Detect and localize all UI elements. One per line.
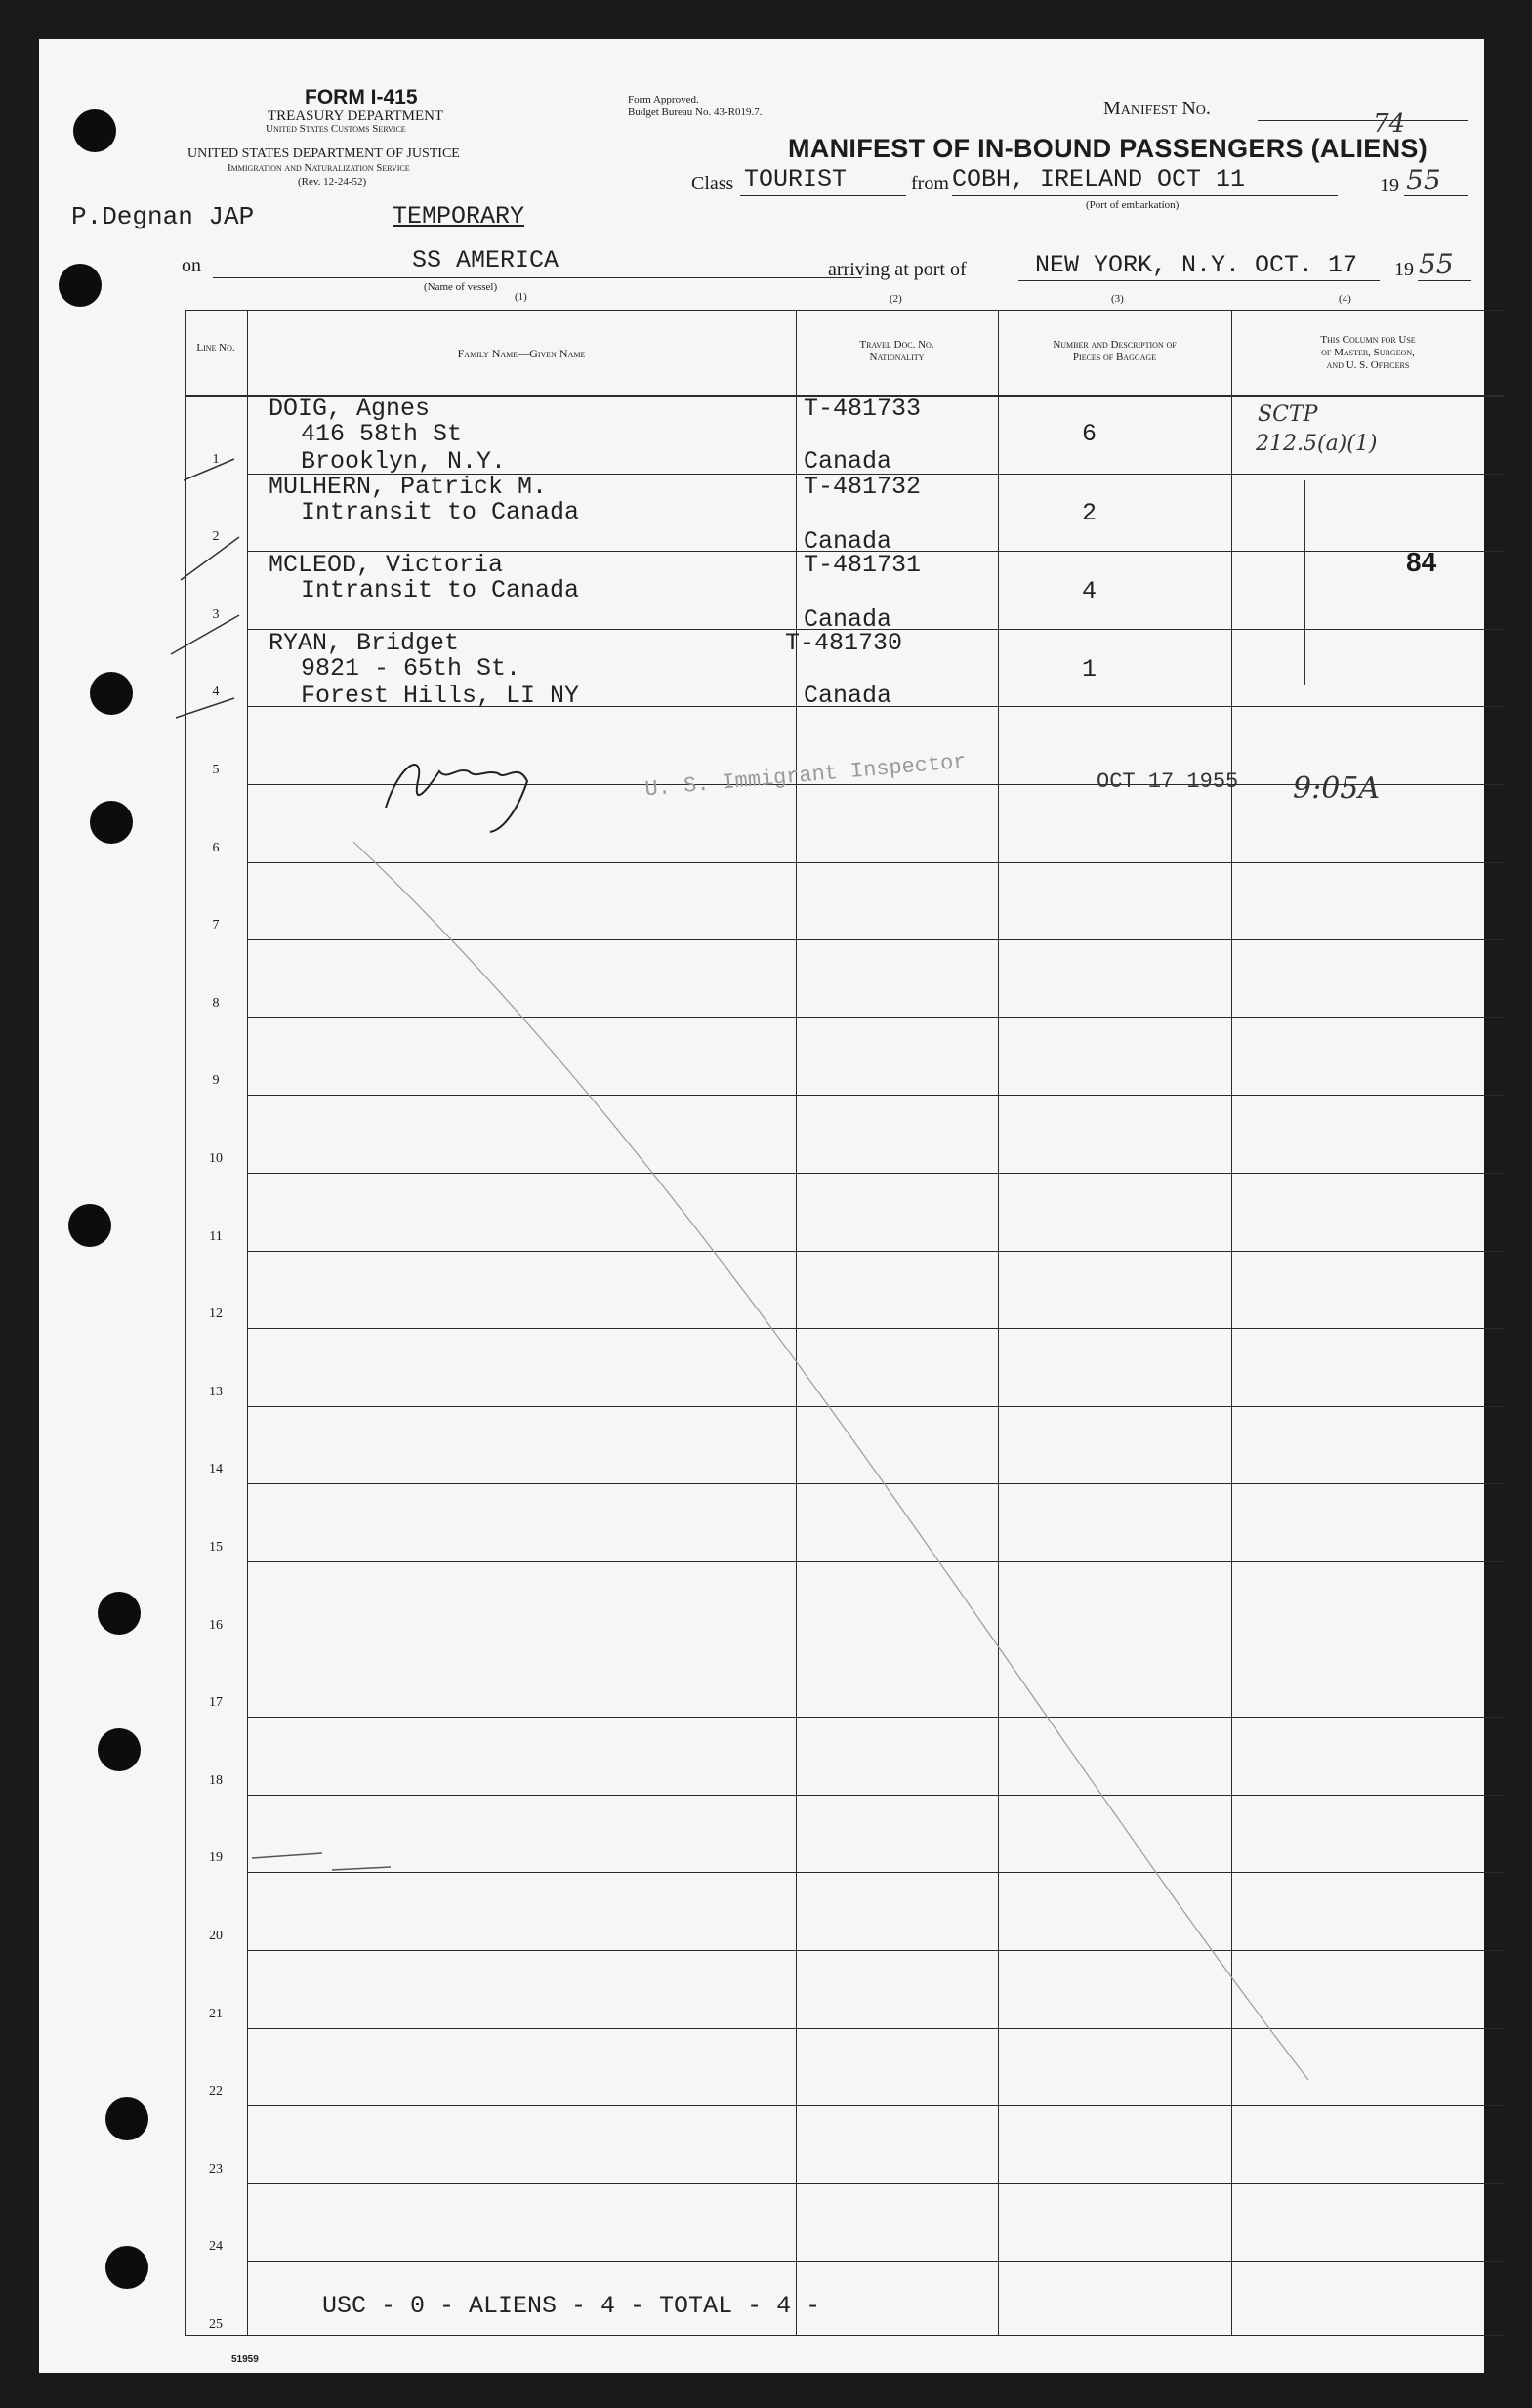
port-caption: (Port of embarkation): [1086, 199, 1180, 211]
passenger-address: 9821 - 65th St.: [301, 654, 521, 683]
line-number: 25: [209, 2317, 223, 2332]
travel-column-rule: [998, 310, 999, 2336]
agency-justice: UNITED STATES DEPARTMENT OF JUSTICE: [187, 146, 460, 161]
travel-doc-number: T-481731: [804, 551, 922, 579]
line-number: 7: [212, 918, 220, 934]
row-rule: [247, 1328, 1504, 1329]
row-rule: [247, 939, 1504, 940]
row-rule: [247, 1251, 1504, 1252]
binder-hole: [105, 2246, 148, 2289]
baggage-count: 2: [1082, 499, 1097, 527]
line-number: 17: [209, 1695, 223, 1711]
line-number: 4: [212, 685, 220, 700]
baggage-header-1: Number and Description of: [1053, 339, 1177, 351]
row-rule: [247, 1483, 1504, 1484]
line-number: 5: [212, 763, 220, 777]
form-revision: (Rev. 12-24-52): [298, 176, 367, 187]
binder-hole: [105, 2097, 148, 2140]
line-number: 16: [209, 1617, 223, 1633]
line-number: 18: [209, 1772, 223, 1788]
agency-ins: Immigration and Naturalization Service: [228, 162, 410, 174]
approval-line-2: Budget Bureau No. 43-R019.7.: [628, 106, 763, 118]
handwriting-overlay: [39, 39, 1484, 2373]
officer-stamp: P.Degnan JAP: [71, 202, 255, 231]
officers-header-3: and U. S. Officers: [1326, 359, 1410, 371]
stray-pen-line: [353, 842, 1308, 2080]
manifest-page: [39, 39, 1484, 2373]
inspector-stamp: U. S. Immigrant Inspector: [643, 749, 968, 803]
baggage-count: 4: [1082, 577, 1097, 605]
binder-hole: [68, 1204, 111, 1247]
passenger-address: Forest Hills, LI NY: [301, 682, 580, 710]
table-bottom-rule: [185, 2335, 1504, 2336]
approval-line-1: Form Approved.: [628, 94, 699, 105]
column-number-1: (1): [515, 291, 527, 303]
passenger-address: Brooklyn, N.Y.: [301, 447, 507, 476]
travel-doc-number: T-481730: [785, 629, 903, 657]
binder-hole: [90, 672, 133, 715]
binder-hole: [59, 264, 102, 307]
vessel-rule: [213, 277, 862, 278]
passenger-name: RYAN, Bridget: [269, 629, 460, 657]
vessel-caption: (Name of vessel): [424, 281, 498, 293]
nationality: Canada: [804, 447, 892, 476]
line-number: 1: [212, 451, 220, 467]
binder-hole: [98, 1592, 141, 1635]
agency-treasury: TREASURY DEPARTMENT: [268, 108, 444, 124]
row-rule: [247, 1017, 1504, 1018]
officer-section: 212.5(a)(1): [1256, 432, 1378, 456]
temporary-stamp: TEMPORARY: [393, 202, 525, 230]
column-number-2: (2): [890, 293, 902, 305]
row-rule: [247, 1872, 1504, 1873]
travel-doc-number: T-481732: [804, 473, 922, 501]
year-rule-2: [1418, 280, 1471, 281]
manifest-number-label: Manifest No.: [1103, 98, 1211, 119]
row-rule: [247, 1717, 1504, 1718]
baggage-header-2: Pieces of Baggage: [1072, 352, 1157, 363]
line-number: 20: [209, 1929, 223, 1943]
from-rule: [952, 195, 1338, 196]
from-value: COBH, IRELAND OCT 11: [952, 165, 1246, 193]
travel-doc-number: T-481733: [804, 394, 922, 423]
column-number-4: (4): [1339, 293, 1351, 305]
line-number: 12: [209, 1307, 223, 1322]
line-number: 13: [209, 1384, 223, 1399]
line-number: 11: [209, 1228, 223, 1244]
officer-code: SCTP: [1258, 402, 1318, 427]
vessel-name: SS AMERICA: [412, 246, 559, 274]
table-top-rule: [185, 310, 1504, 311]
line-number: 6: [212, 840, 220, 855]
nationality: Canada: [804, 682, 892, 710]
line-column-rule: [247, 310, 248, 2336]
time-stamp: 9:05A: [1293, 771, 1381, 806]
baggage-count: 6: [1082, 420, 1097, 448]
baggage-count: 1: [1082, 655, 1097, 684]
line-number: 24: [209, 2239, 223, 2255]
row-rule: [247, 1406, 1504, 1407]
line-number: 14: [209, 1462, 223, 1477]
binder-hole: [98, 1728, 141, 1771]
row-rule: [247, 2028, 1504, 2029]
nationality: Canada: [804, 527, 892, 556]
arriving-value: NEW YORK, N.Y. OCT. 17: [1035, 251, 1358, 279]
binder-hole: [90, 801, 133, 844]
from-label: from: [911, 173, 949, 194]
row-rule: [247, 2105, 1504, 2106]
page-title: MANIFEST OF IN-BOUND PASSENGERS (ALIENS): [788, 134, 1428, 163]
name-header: Family Name—Given Name: [457, 347, 586, 360]
line-number-header: [186, 342, 246, 353]
line-number: 3: [212, 606, 220, 622]
date-stamp: OCT 17 1955: [1097, 769, 1239, 794]
name-column-rule: [796, 310, 797, 2336]
passenger-address: Intransit to Canada: [301, 498, 580, 526]
row-rule: [247, 862, 1504, 863]
line-number: 23: [209, 2161, 223, 2177]
officer-bracket-line: [1304, 480, 1305, 685]
officers-header-2: of Master, Surgeon,: [1321, 347, 1415, 358]
line-number: 21: [209, 2006, 223, 2021]
binder-hole: [73, 109, 116, 152]
row-rule: [247, 1950, 1504, 1951]
on-label: on: [182, 255, 201, 276]
officers-header-1: This Column for Use: [1320, 334, 1416, 346]
arriving-rule: [1018, 280, 1380, 281]
baggage-column-rule: [1231, 310, 1232, 2336]
nationality: Canada: [804, 605, 892, 634]
line-number: 10: [209, 1151, 223, 1166]
passenger-name: MULHERN, Patrick M.: [269, 473, 548, 501]
passenger-address: Intransit to Canada: [301, 576, 580, 604]
year-prefix-1: 19: [1380, 175, 1399, 196]
signature: [386, 765, 527, 832]
manifest-number: 74: [1373, 109, 1406, 139]
class-label: Class: [691, 173, 734, 194]
line-number: 8: [212, 995, 220, 1011]
passenger-address: 416 58th St: [301, 420, 463, 448]
year-prefix-2: 19: [1394, 259, 1414, 280]
year-value-1: 55: [1406, 164, 1441, 196]
class-rule: [740, 195, 906, 196]
passenger-name: DOIG, Agnes: [269, 394, 431, 423]
manifest-number-rule: [1258, 120, 1468, 121]
line-number: 15: [209, 1540, 223, 1555]
row-rule: [247, 2183, 1504, 2184]
stray-mark: [252, 1853, 391, 1870]
line-number-header-text: Line No.: [196, 342, 235, 353]
row-rule: [247, 1795, 1504, 1796]
class-value: TOURIST: [744, 165, 848, 193]
year-value-2: 55: [1419, 248, 1454, 280]
row-rule: [247, 1561, 1504, 1562]
passenger-count: 84: [1406, 547, 1437, 577]
footer-code: 51959: [231, 2354, 259, 2365]
travel-doc-header-2: Nationality: [869, 352, 925, 363]
passenger-name: MCLEOD, Victoria: [269, 551, 504, 579]
line-number: 22: [209, 2084, 223, 2099]
form-number: FORM I-415: [305, 86, 418, 108]
column-number-3: (3): [1111, 293, 1124, 305]
row-rule: [247, 1095, 1504, 1096]
agency-customs: United States Customs Service: [266, 123, 406, 135]
line-number: 19: [209, 1850, 223, 1866]
totals-line: USC - 0 - ALIENS - 4 - TOTAL - 4 -: [322, 2292, 821, 2320]
row-rule: [247, 1173, 1504, 1174]
row-rule: [247, 2261, 1504, 2262]
arriving-label: arriving at port of: [828, 259, 967, 280]
travel-doc-header-1: Travel Doc. No.: [859, 339, 934, 351]
line-number: 2: [212, 529, 220, 545]
line-number: 9: [212, 1073, 220, 1089]
